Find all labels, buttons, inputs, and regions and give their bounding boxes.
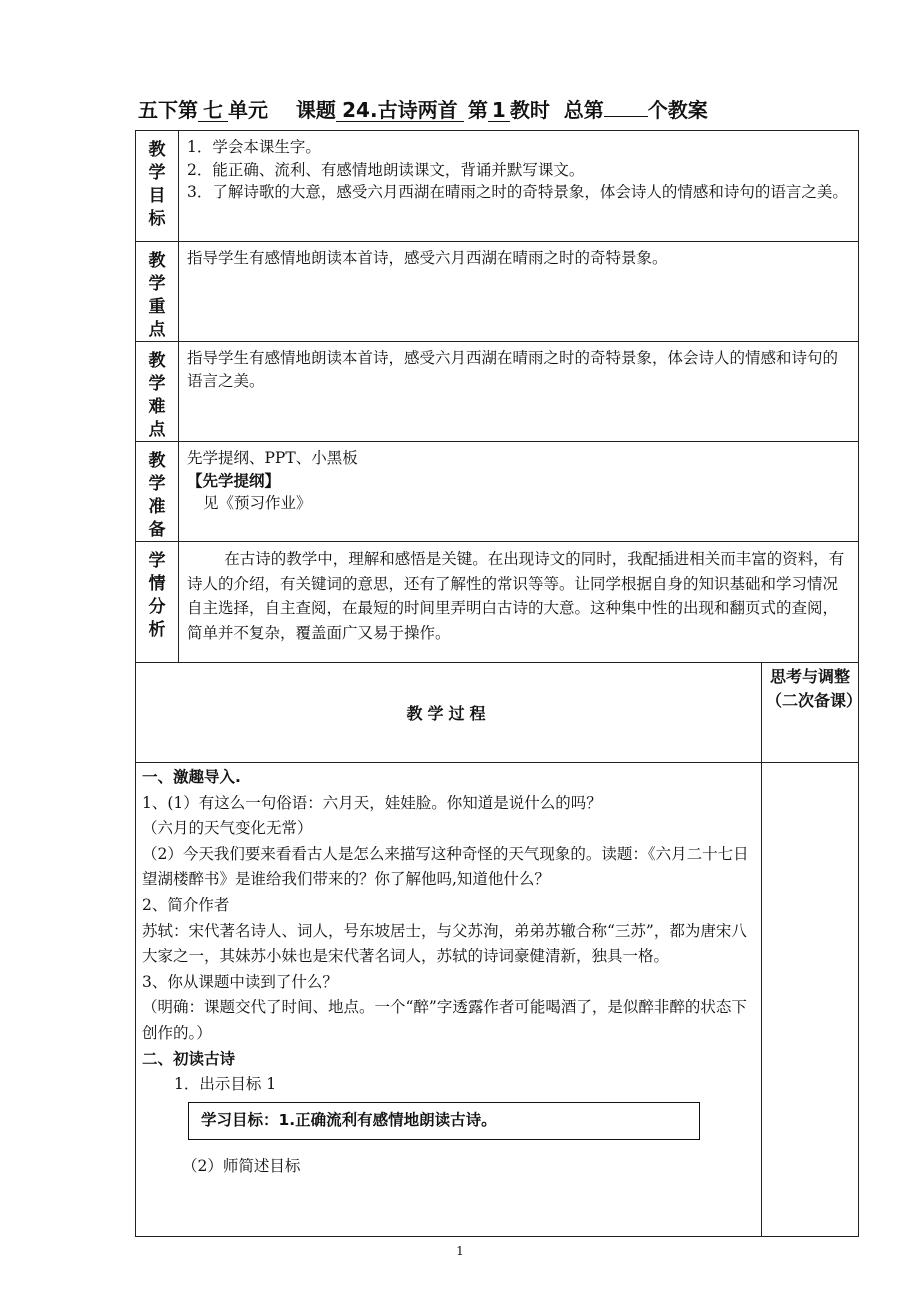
preparation-content <box>178 441 859 542</box>
page-title <box>138 94 838 123</box>
process-line: （2）今天我们要来看看古人是怎么来描写这种奇怪的天气现象的。读题：《六月二十七日望湖楼醉书》是谁给我们带来的？你了解他吗,知道他什么？ <box>142 844 749 889</box>
preparation-line: 先学提纲、PPT、小黑板 <box>187 449 358 467</box>
title-lesson-no-suffix: 教时 总第 <box>509 98 604 122</box>
preparation-line: 见《预习作业》 <box>203 494 312 512</box>
goal-item: 2．能正确、流利、有感情地朗读课文，背诵并默写课文。 <box>187 160 585 179</box>
section-title: 一、激趣导入. <box>142 768 241 786</box>
process-line: 苏轼：宋代著名诗人、词人，号东坡居士，与父苏洵，弟弟苏辙合称“三苏”，都为唐宋八大家之一，其妹苏小妹也是宋代著名词人，苏轼的诗词豪健清新，独具一格。 <box>142 921 747 966</box>
page-number: 1 <box>456 1244 464 1258</box>
analysis-content <box>178 541 859 663</box>
preparation-label: 教 学 准 备 <box>135 441 179 542</box>
process-line: （六月的天气变化无常） <box>142 819 313 838</box>
preparation-heading: 【先学提纲】 <box>187 471 281 490</box>
learning-goal-box: 学习目标：1.正确流利有感情地朗读古诗。 <box>188 1102 700 1140</box>
lesson-plan-table <box>135 130 863 1237</box>
goals-label: 教 学 目 标 <box>135 130 179 242</box>
difficulties-content <box>178 341 859 442</box>
key-points-text: 指导学生有感情地朗读本首诗，感受六月西湖在晴雨之时的奇特景象。 <box>187 249 668 267</box>
lesson-number: 1 <box>488 99 510 122</box>
title-prefix: 五下第 <box>138 98 198 122</box>
goal-item: 1．学会本课生字。 <box>187 138 321 156</box>
process-line: （明确：课题交代了时间、地点。一个“醉”字透露作者可能喝酒了，是似醉非醉的状态下创作的。） <box>142 998 747 1042</box>
difficulties-text: 指导学生有感情地朗读本首诗，感受六月西湖在晴雨之时的奇特景象，体会诗人的情感和诗句的语言之美。 <box>187 349 839 390</box>
goal-item: 3．了解诗歌的大意，感受六月西湖在晴雨之时的奇特景象，体会诗人的情感和诗句的语言之美。 <box>187 183 848 201</box>
key-points-label: 教 学 重 点 <box>135 241 179 342</box>
goals-content <box>178 130 859 242</box>
key-points-content <box>178 241 859 342</box>
process-body <box>135 762 762 1237</box>
process-line: 3、你从课题中读到了什么？ <box>142 972 338 991</box>
process-line: 2、简介作者 <box>142 895 230 914</box>
difficulties-label: 教 学 难 点 <box>135 341 179 442</box>
process-line: （2）师简述目标 <box>182 1156 301 1175</box>
section-title: 二、初读古诗 <box>142 1049 236 1068</box>
lesson-title: 24.古诗两首 <box>336 99 464 122</box>
process-line: 1、(1）有这么一句俗语：六月天，娃娃脸。你知道是说什么的吗？ <box>142 793 602 812</box>
total-number <box>604 116 648 117</box>
reflection-column <box>761 762 859 1237</box>
unit-number: 七 <box>198 99 228 122</box>
analysis-text: 在古诗的教学中，理解和感悟是关键。在出现诗文的同时，我配插进相关而丰富的资料，有诗人的介绍，有关键词的意思，还有了解性的常识等等。让同学根据自身的知识基础和学习情况自主选择，自主查阅，在最短的时间里弄明白古诗的大意。这种集中性的出现和翻页式的查阅，简单并不复杂，覆盖面广又易于操作。 <box>187 550 845 642</box>
title-total-suffix: 个教案 <box>647 98 708 122</box>
title-lesson-no-prefix: 第 <box>467 98 488 122</box>
process-line: 1．出示目标 1 <box>174 1075 277 1094</box>
process-heading: 教学过程 <box>135 662 762 763</box>
title-unit-suffix: 单元 课题 <box>228 98 336 122</box>
analysis-label: 学 情 分 析 <box>135 541 179 663</box>
reflection-heading: 思考与调整（二次备课） <box>761 662 859 763</box>
